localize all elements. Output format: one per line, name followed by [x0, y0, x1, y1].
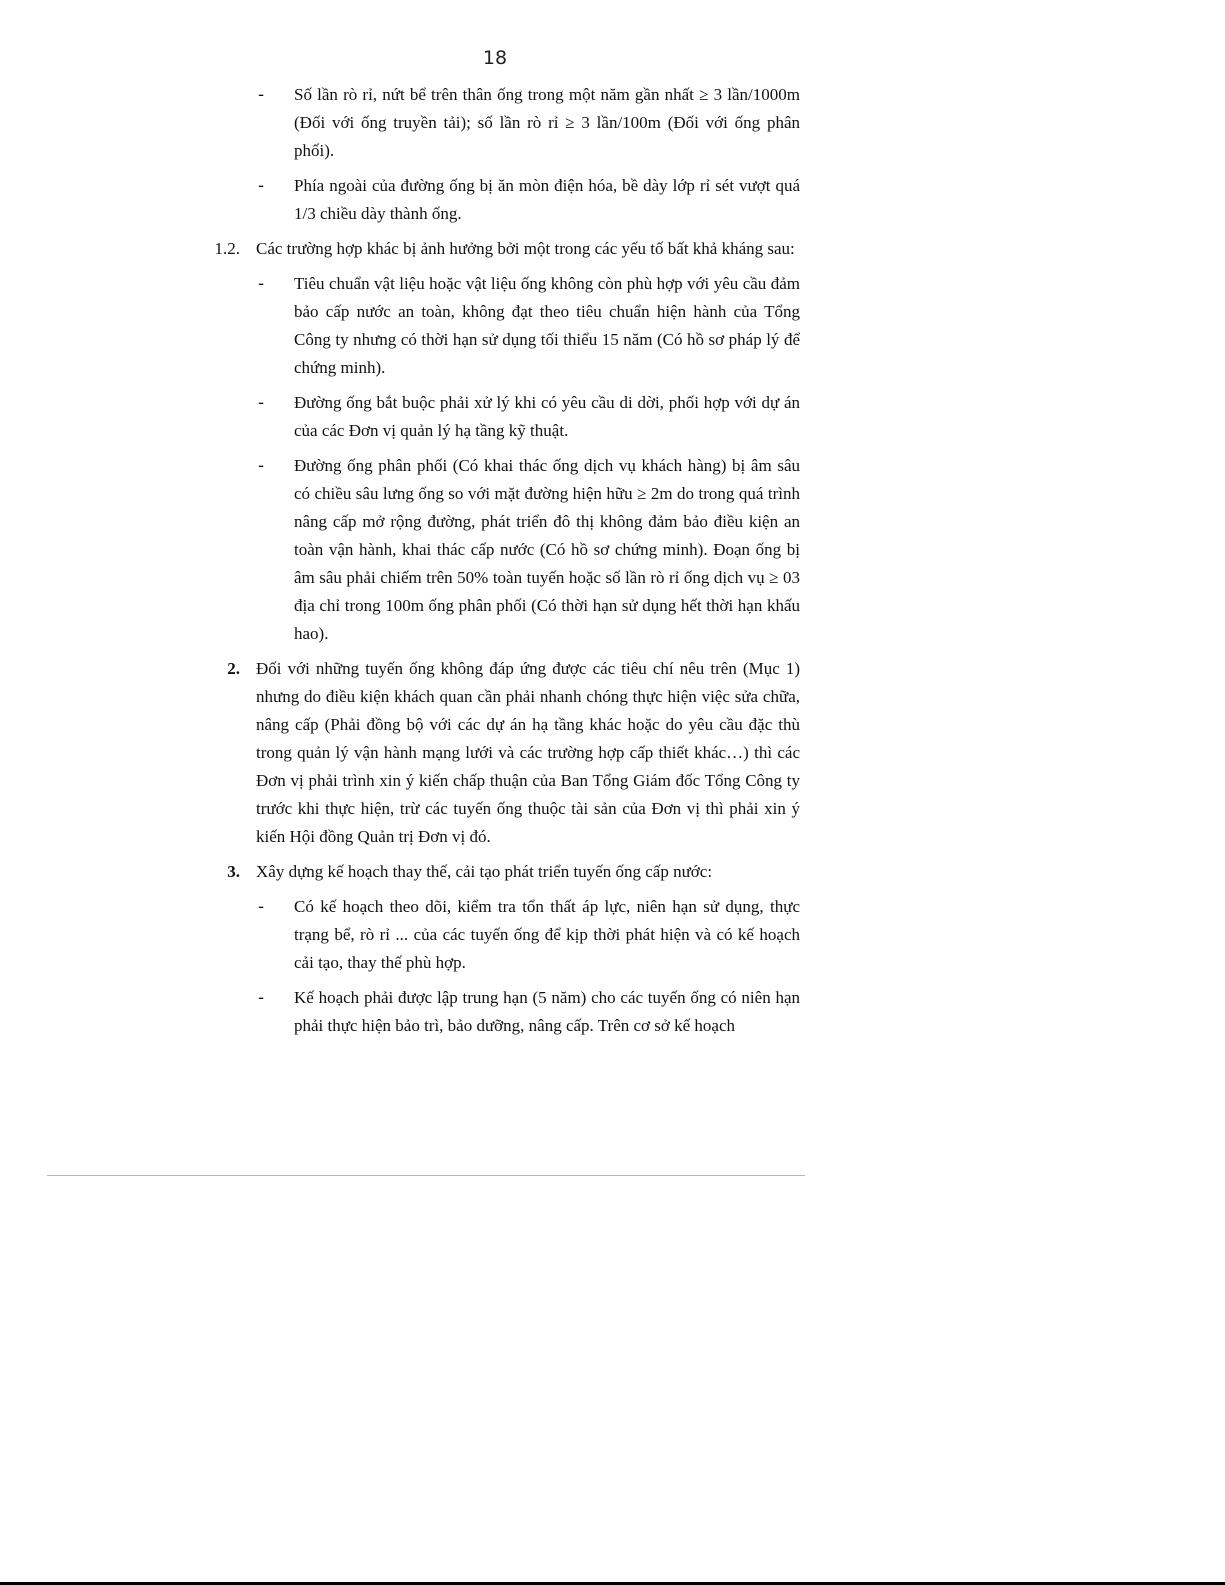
list-item-text: Phía ngoài của đường ống bị ăn mòn điện hóa, bề dày lớp rỉ sét vượt quá 1/3 chiều dày thành ống.: [294, 176, 800, 223]
section-3: [210, 858, 800, 886]
list-item: [210, 270, 800, 382]
section-number: 1.2.: [214, 239, 240, 258]
list-item-text: Số lần rò rỉ, nứt bể trên thân ống trong một năm gần nhất ≥ 3 lần/1000m (Đối với ống truyền tải); số lần rò rỉ ≥ 3 lần/100m (Đối với ống phân phối).: [294, 85, 800, 160]
page-divider: [47, 1175, 805, 1176]
section-2: [210, 655, 800, 851]
document-body: [210, 81, 800, 1047]
dash-marker: -: [258, 85, 265, 105]
list-item-text: Có kế hoạch theo dõi, kiểm tra tổn thất áp lực, niên hạn sử dụng, thực trạng bể, rò rỉ ... của các tuyến ống để kịp thời phát hiện và có kế hoạch cải tạo, thay thế phù hợp.: [294, 897, 800, 972]
list-item: [210, 452, 800, 648]
dash-marker: -: [258, 176, 265, 196]
section-1-2: [210, 235, 800, 263]
list-item-text: Kế hoạch phải được lập trung hạn (5 năm) cho các tuyến ống có niên hạn phải thực hiện bảo trì, bảo dưỡng, nâng cấp. Trên cơ sở kế hoạch: [294, 988, 800, 1035]
list-item-text: Đường ống bắt buộc phải xử lý khi có yêu cầu di dời, phối hợp với dự án của các Đơn vị quản lý hạ tầng kỹ thuật.: [294, 393, 800, 440]
list-item: [210, 893, 800, 977]
dash-marker: -: [258, 456, 265, 476]
section-text: Xây dựng kế hoạch thay thế, cải tạo phát triển tuyến ống cấp nước:: [256, 862, 713, 881]
list-item: [210, 984, 800, 1040]
page-number: 18: [482, 47, 508, 69]
section-number: 3.: [227, 862, 240, 881]
section-text: Các trường hợp khác bị ảnh hưởng bởi một trong các yếu tố bất khả kháng sau:: [256, 239, 795, 258]
dash-marker: -: [258, 897, 265, 917]
list-item: [210, 389, 800, 445]
list-item: [210, 81, 800, 165]
list-item-text: Đường ống phân phối (Có khai thác ống dịch vụ khách hàng) bị âm sâu có chiều sâu lưng ống so với mặt đường hiện hữu ≥ 2m do trong quá trình nâng cấp mở rộng đường, phát triển đô thị không đảm bảo điều kiện an toàn vận hành, khai thác cấp nước (Có hồ sơ chứng minh). Đoạn ống bị âm sâu phải chiếm trên 50% toàn tuyến hoặc số lần rò rỉ ống dịch vụ ≥ 03 địa chỉ trong 100m ống phân phối (Có thời hạn sử dụng hết thời hạn khấu hao).: [294, 456, 800, 643]
list-item-text: Tiêu chuẩn vật liệu hoặc vật liệu ống không còn phù hợp với yêu cầu đảm bảo cấp nước an toàn, không đạt theo tiêu chuẩn hiện hành của Tổng Công ty nhưng có thời hạn sử dụng tối thiểu 15 năm (Có hồ sơ pháp lý để chứng minh).: [294, 274, 800, 377]
list-item: [210, 172, 800, 228]
dash-marker: -: [258, 988, 265, 1008]
dash-marker: -: [258, 274, 265, 294]
dash-marker: -: [258, 393, 265, 413]
section-number: 2.: [227, 659, 240, 678]
section-text: Đối với những tuyến ống không đáp ứng được các tiêu chí nêu trên (Mục 1) nhưng do điều kiện khách quan cần phải nhanh chóng thực hiện việc sửa chữa, nâng cấp (Phải đồng bộ với các dự án hạ tầng khác hoặc do yêu cầu đặc thù trong quản lý vận hành mạng lưới và các trường hợp cấp thiết khác…) thì các Đơn vị phải trình xin ý kiến chấp thuận của Ban Tổng Giám đốc Tổng Công ty trước khi thực hiện, trừ các tuyến ống thuộc tài sản của Đơn vị thì phải xin ý kiến Hội đồng Quản trị Đơn vị đó.: [256, 659, 800, 846]
